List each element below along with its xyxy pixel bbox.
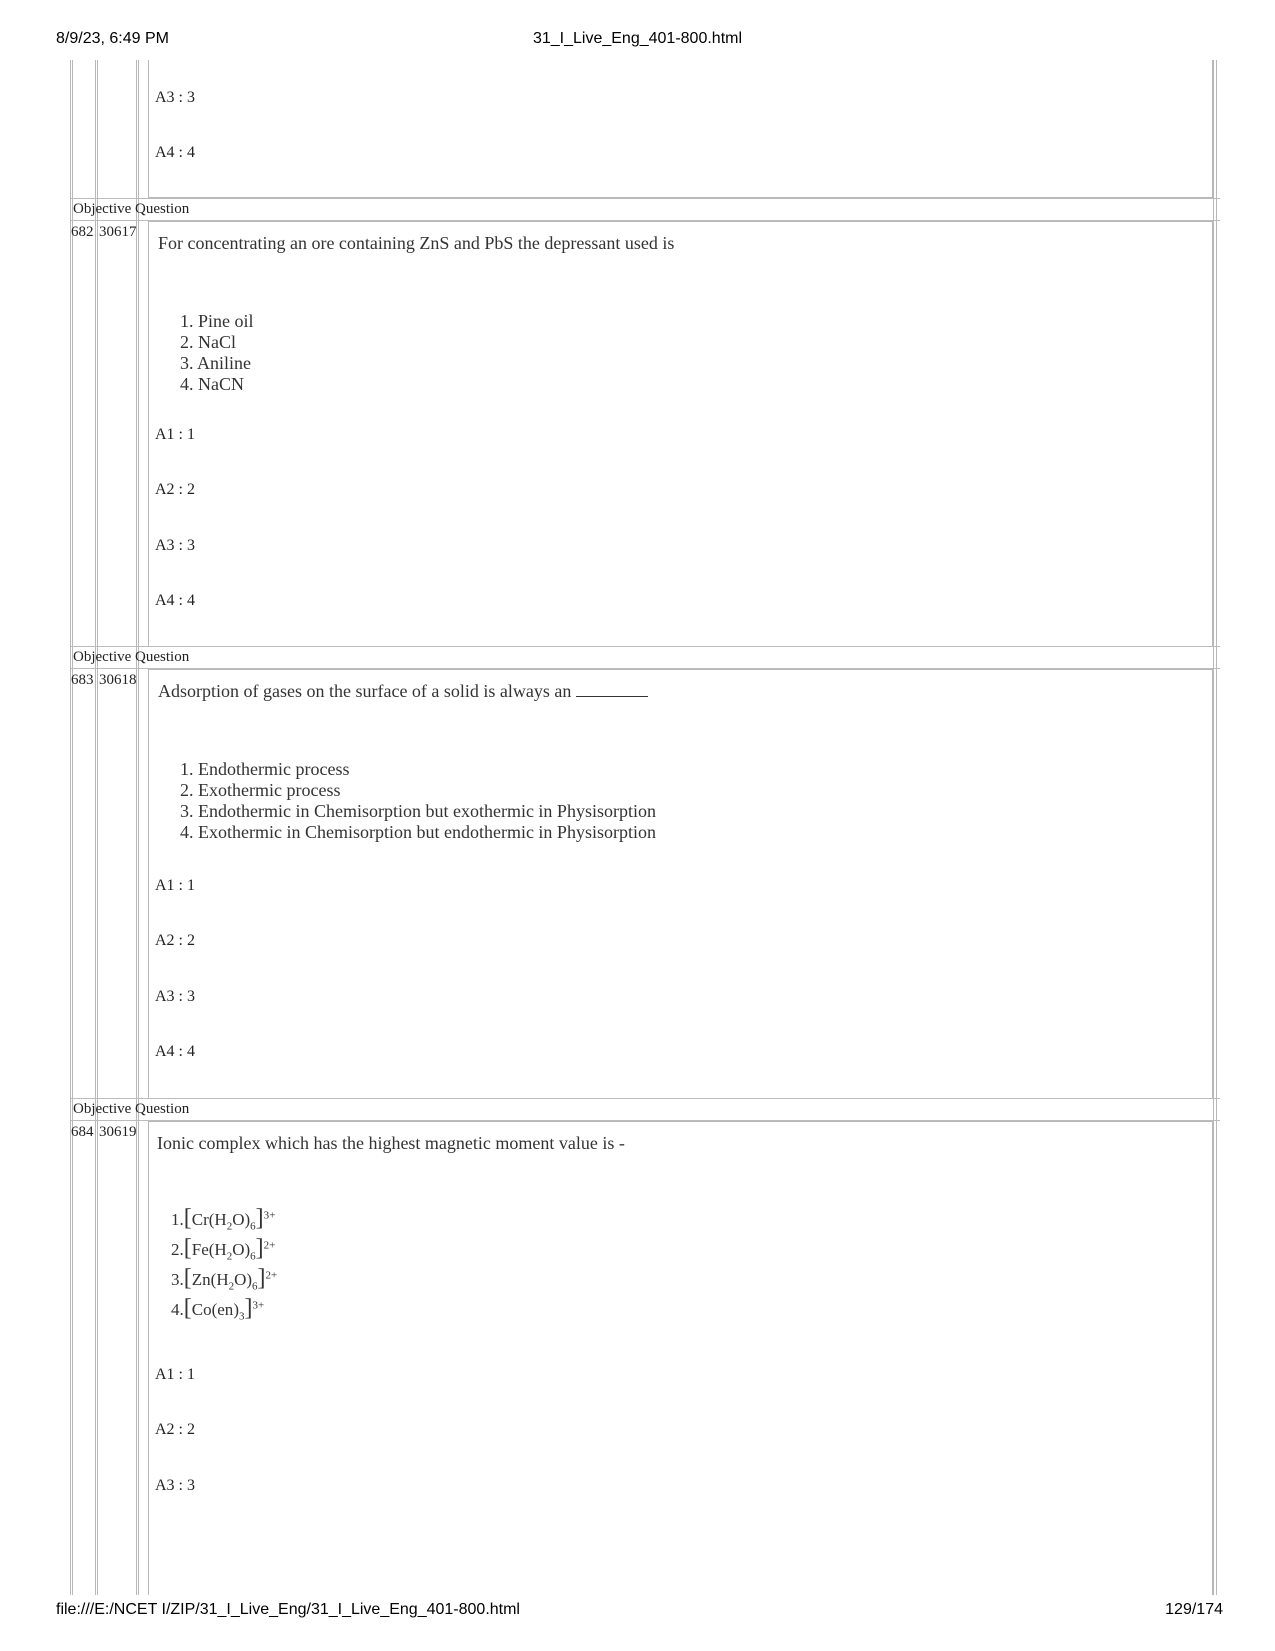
question-cell (148, 221, 1213, 647)
option-item: 3. Aniline (180, 353, 251, 373)
option-number: 4. (171, 1300, 184, 1319)
option-list (180, 311, 254, 395)
row-divider (70, 1098, 1220, 1099)
print-page-count: 129/174 (1165, 1601, 1223, 1618)
question-684 (70, 1098, 1220, 1595)
charge: 3+ (263, 1209, 276, 1222)
answer-option: A3 : 3 (155, 988, 195, 1005)
answer-option: A4 : 4 (155, 144, 195, 161)
print-doc-title: 31_I_Live_Eng_401-800.html (532, 30, 743, 47)
answer-option: A1 : 1 (155, 1366, 195, 1383)
ligand-rest: O (234, 1270, 247, 1289)
question-cell (148, 669, 1213, 1099)
option-number: 3. (171, 1270, 184, 1289)
question-id: 30619 (99, 1124, 137, 1140)
complex-formula: $[Co(en)_3]^{3+}$ (183, 1295, 265, 1323)
option-item: 3. Endothermic in Chemisorption but exothermic in Physisorption (180, 801, 656, 821)
formula-option (171, 1295, 277, 1325)
question-number: 682 (71, 224, 94, 240)
charge: 3+ (252, 1299, 265, 1312)
answer-option: A4 : 4 (155, 1043, 195, 1060)
ligand: H (216, 1270, 229, 1289)
browser-print-footer (0, 1601, 1275, 1625)
question-cell (148, 1121, 1213, 1595)
question-type-label: Objective Question (73, 201, 190, 217)
option-number: 1. (171, 1210, 184, 1229)
formula-option (171, 1205, 277, 1235)
answer-cell (148, 60, 1213, 198)
option-item: 1. Endothermic process (180, 759, 350, 779)
answer-option: A1 : 1 (155, 877, 195, 894)
formula-option (171, 1265, 277, 1295)
answer-blank (576, 682, 648, 697)
charge: 2+ (263, 1239, 276, 1252)
answer-option: A2 : 2 (155, 1421, 195, 1438)
charge: 2+ (265, 1269, 278, 1282)
question-id: 30617 (99, 224, 137, 240)
ligand-subscript: 2 (226, 1250, 233, 1263)
answer-option: A2 : 2 (155, 932, 195, 949)
ligand-subscript: 2 (228, 1280, 235, 1293)
formula-option (171, 1235, 277, 1265)
prev-question-tail (70, 60, 1220, 200)
question-text: Ionic complex which has the highest magnetic moment value is - (157, 1133, 625, 1153)
ligand-count: 6 (250, 1250, 256, 1263)
answer-option: A1 : 1 (155, 426, 195, 443)
complex-formula: $[Zn(H_2O)_6]^{2+}$ (183, 1265, 278, 1293)
metal: Fe (191, 1240, 209, 1259)
option-number: 2. (171, 1240, 184, 1259)
ligand: H (214, 1240, 227, 1259)
complex-formula: $[Cr(H_2O)_6]^{3+}$ (183, 1205, 276, 1233)
question-text (158, 681, 648, 702)
question-id: 30618 (99, 672, 137, 688)
ligand-rest: O (232, 1240, 245, 1259)
option-item: 2. NaCl (180, 332, 236, 352)
answer-option: A4 : 4 (155, 592, 195, 609)
answer-option: A2 : 2 (155, 481, 195, 498)
question-type-label: Objective Question (73, 1101, 190, 1117)
answer-option: A3 : 3 (155, 1477, 195, 1494)
answer-option: A3 : 3 (155, 89, 195, 106)
ligand-count: 6 (252, 1280, 258, 1293)
ligand-count: 6 (250, 1220, 256, 1233)
option-item: 1. Pine oil (180, 311, 254, 331)
formula-option-list (171, 1205, 277, 1325)
row-divider (70, 646, 1220, 647)
option-item: 4. NaCN (180, 374, 244, 394)
ligand-count: 3 (238, 1310, 245, 1323)
question-number: 683 (71, 672, 94, 688)
metal: Co (191, 1300, 212, 1319)
ligand: H (214, 1210, 227, 1229)
question-683 (70, 646, 1220, 1098)
print-datetime: 8/9/23, 6:49 PM (56, 30, 169, 47)
question-682 (70, 198, 1220, 650)
question-table (70, 60, 1220, 1595)
option-item: 2. Exothermic process (180, 780, 341, 800)
browser-print-header (0, 30, 1275, 54)
row-divider (70, 198, 1220, 199)
option-list (180, 759, 656, 843)
metal: Cr (191, 1210, 209, 1229)
ligand-rest: O (232, 1210, 245, 1229)
ligand: en (217, 1300, 234, 1319)
question-number: 684 (71, 1124, 94, 1140)
question-text: For concentrating an ore containing ZnS and PbS the depressant used is (158, 233, 675, 253)
question-text-content: Adsorption of gases on the surface of a solid is always an (158, 681, 572, 701)
print-file-path: file:///E:/NCET I/ZIP/31_I_Live_Eng/31_I_Live_Eng_401-800.html (56, 1601, 520, 1618)
complex-formula: $[Fe(H_2O)_6]^{2+}$ (183, 1235, 276, 1263)
question-type-label: Objective Question (73, 649, 190, 665)
metal: Zn (191, 1270, 211, 1289)
ligand-subscript: 2 (226, 1220, 233, 1233)
option-item: 4. Exothermic in Chemisorption but endothermic in Physisorption (180, 822, 656, 842)
answer-option: A3 : 3 (155, 537, 195, 554)
